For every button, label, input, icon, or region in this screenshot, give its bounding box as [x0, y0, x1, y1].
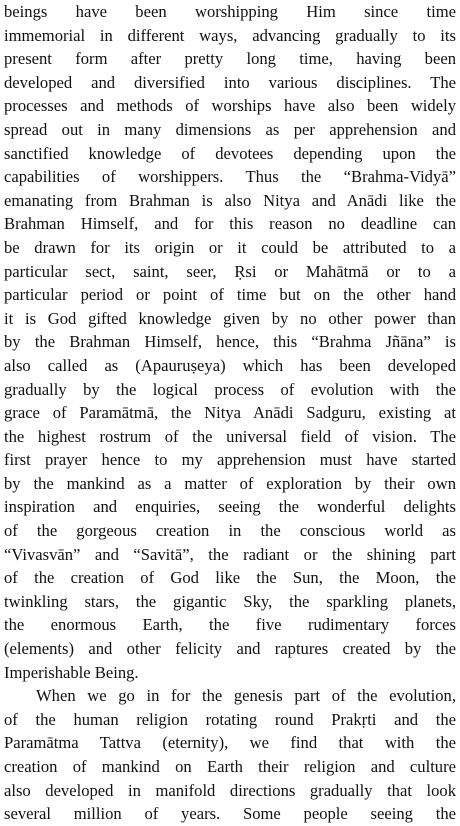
text-line: the highest rostrum of the universal field of vision. The	[4, 426, 456, 446]
text-line: also developed in manifold directions gradually that look	[4, 780, 456, 800]
text-line: twinkling stars, the gigantic Sky, the sparkling planets,	[4, 591, 456, 611]
text-line: be drawn for its origin or it could be attributed to a	[4, 237, 456, 257]
text-line: by the Brahman Himself, hence, this “Brahma Jñāna” is	[4, 332, 456, 352]
text-line: developed and diversified into various disciplines. The	[4, 72, 456, 92]
paragraph-1	[4, 0, 456, 684]
text-line: of the gorgeous creation in the conscious world as	[4, 521, 456, 541]
text-line: sanctified knowledge of devotees depending upon the	[4, 143, 456, 163]
text-line: capabilities of worshippers. Thus the “Brahma-Vidyā”	[4, 167, 456, 187]
text-line: Imperishable Being.	[4, 662, 139, 682]
text-line: particular sect, saint, seer, Ṛsi or Mahātmā or to a	[4, 261, 456, 281]
text-line: the enormous Earth, the five rudimentary forces	[4, 615, 456, 635]
text-line: present form after pretty long time, having been	[4, 49, 456, 69]
text-line: inspiration and enquiries, seeing the wonderful delights	[4, 497, 456, 517]
text-line: immemorial in different ways, advancing gradually to its	[4, 25, 456, 45]
text-line: by the mankind as a matter of exploration by their own	[4, 473, 456, 493]
text-line: (elements) and other felicity and raptures created by the	[4, 639, 456, 659]
text-line: particular period or point of time but on the other hand	[4, 285, 456, 305]
text-line: spread out in many dimensions as per apprehension and	[4, 119, 456, 139]
document-page	[4, 0, 456, 826]
text-line: Brahman Himself, and for this reason no deadline can	[4, 214, 456, 234]
text-line: processes and methods of worships have also been widely	[4, 96, 456, 116]
text-line: it is God gifted knowledge given by no other power than	[4, 308, 456, 328]
text-line: of the creation of God like the Sun, the Moon, the	[4, 568, 456, 588]
text-line: emanating from Brahman is also Nitya and Anādi like the	[4, 190, 456, 210]
text-line: “Vivasvān” and “Savitā”, the radiant or the shining part	[4, 544, 456, 564]
text-line: also called as (Apauruṣeya) which has been developed	[4, 355, 456, 375]
text-line: first prayer hence to my apprehension must have started	[4, 450, 456, 470]
text-line: creation of mankind on Earth their religion and culture	[4, 757, 456, 776]
text-line: gradually by the logical process of evolution with the	[4, 379, 456, 399]
paragraph-2	[4, 684, 456, 826]
text-line: grace of Paramātmā, the Nitya Anādi Sadguru, existing at	[4, 403, 456, 423]
text-line: Paramātma Tattva (eternity), we find that with the	[4, 733, 456, 753]
text-line: of the human religion rotating round Prakṛti and the	[4, 709, 456, 729]
text-line: beings have been worshipping Him since time	[4, 2, 456, 21]
text-line: several million of years. Some people seeing the	[4, 804, 456, 824]
text-line: When we go in for the genesis part of the evolution,	[36, 686, 456, 706]
